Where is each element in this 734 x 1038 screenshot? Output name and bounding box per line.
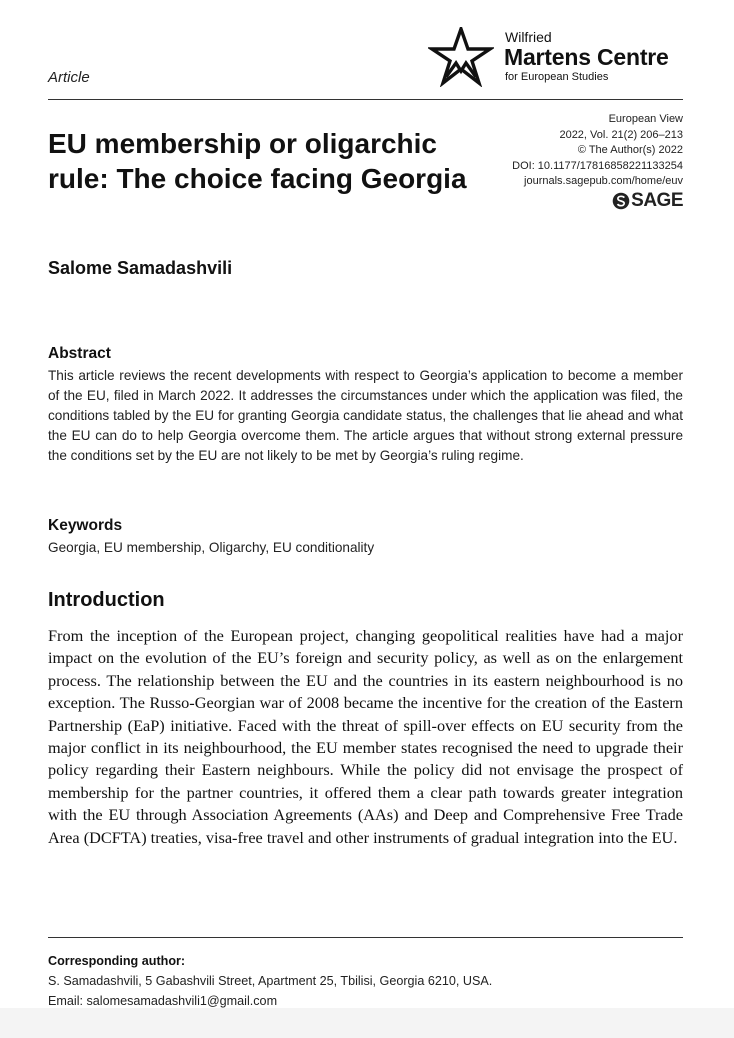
corresponding-author-label: Corresponding author: [48, 954, 186, 968]
footer-divider [48, 937, 683, 938]
keywords-text: Georgia, EU membership, Oligarchy, EU conditionality [48, 540, 375, 555]
author-name: Salome Samadashvili [48, 258, 233, 278]
martens-centre-logo [428, 27, 688, 89]
author-email[interactable]: Email: salomesamadashvili1@gmail.com [48, 994, 278, 1008]
introduction-heading: Introduction [48, 589, 165, 611]
sage-s-icon [612, 192, 630, 210]
page-bottom-margin [0, 1008, 734, 1038]
journal-meta [512, 112, 683, 210]
journal-issue: 2022, Vol. 21(2) 206–213 [559, 128, 683, 141]
sage-logo [512, 189, 683, 211]
copyright: © The Author(s) 2022 [577, 144, 683, 156]
abstract-text: This article reviews the recent developments with respect to Georgia’s application to become a member of the EU, filed in March 2022. It addresses the circumstances under which the application was filed, the conditions tabled by the EU for granting Georgia candidate status, the challenges that lie ahead and what the EU can do to help Georgia overcome them. The article argues that without strong external pressure the conditions set by the EU are not likely to be met by Georgia’s ruling regime. [48, 368, 683, 463]
sage-text: SAGE [631, 189, 683, 211]
logo-line-2: Martens Centre [504, 44, 669, 70]
corresponding-author [48, 951, 492, 1011]
abstract-heading: Abstract [48, 345, 111, 362]
article-title [48, 126, 488, 196]
header-divider [48, 99, 683, 100]
journal-name: European View [608, 113, 683, 125]
introduction-text: From the inception of the European project, changing geopolitical realities have had a major impact on the evolution of the EU’s foreign and security policy, as well as on the enlargement process. The relationship between the EU and the countries in its eastern neighbourhood is no exception. The Russo-Georgian war of 2008 became the incentive for the creation of the Eastern Partnership (EaP) initiative. Faced with the threat of spill-over effects on EU security from the major conflict in its neighbourhood, the EU member states recognised the need to upgrade their policy regarding their Eastern neighbours. While the policy did not envisage the prospect of membership for the partner countries, it offered them a clear path towards greater integration with the EU through Association Agreements (AAs) and Deep and Comprehensive Free Trade Area (DCFTA) treaties, visa-free travel and other instruments of gradual integration into the EU. [48, 626, 683, 847]
title-line-2: rule: The choice facing Georgia [48, 163, 467, 194]
doi[interactable]: DOI: 10.1177/17816858221133254 [512, 159, 683, 172]
article-type-label: Article [48, 69, 90, 86]
keywords-heading: Keywords [48, 517, 123, 534]
logo-line-3: for European Studies [505, 71, 609, 83]
star-person-icon [428, 27, 494, 87]
logo-line-1: Wilfried [505, 29, 552, 45]
author-address: S. Samadashvili, 5 Gabashvili Street, Apartment 25, Tbilisi, Georgia 6210, USA. [48, 974, 493, 988]
journal-url[interactable]: journals.sagepub.com/home/euv [524, 175, 683, 187]
title-line-1: EU membership or oligarchic [48, 128, 437, 159]
